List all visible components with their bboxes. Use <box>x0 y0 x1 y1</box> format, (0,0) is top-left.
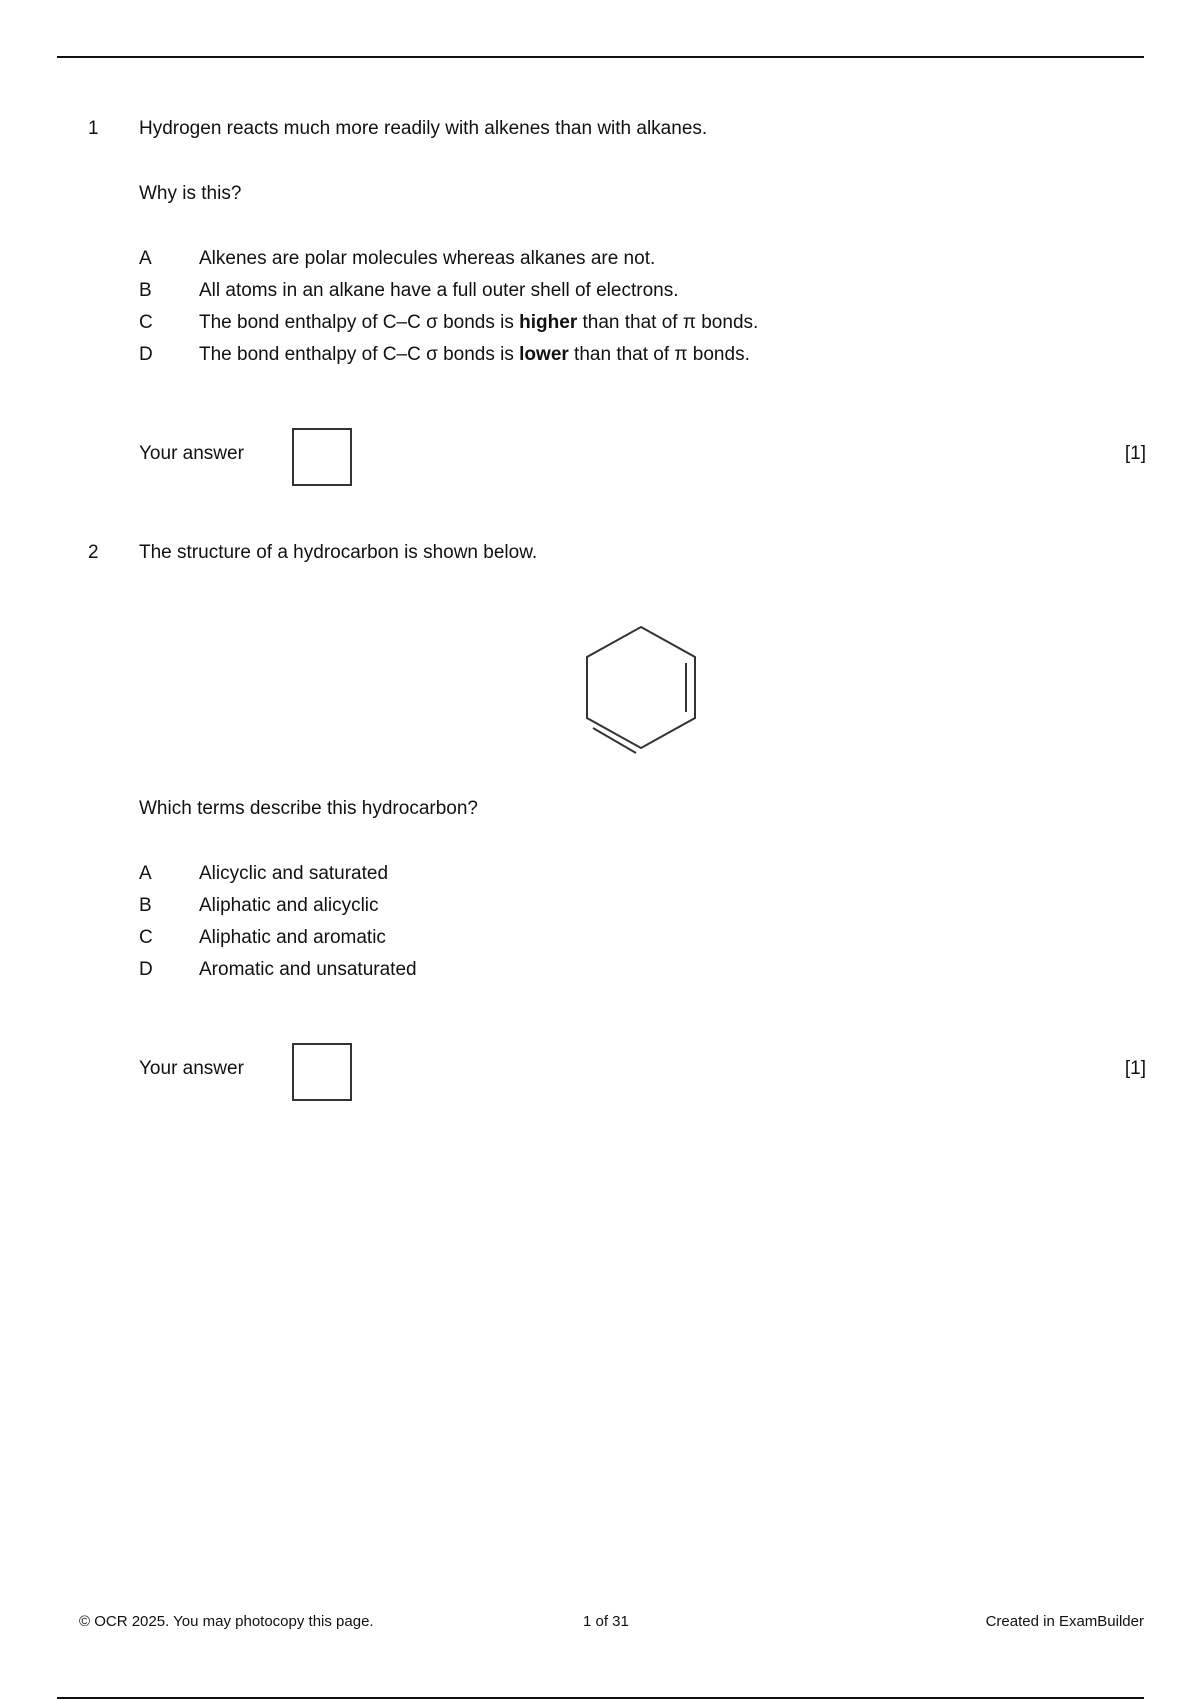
option-text: Aliphatic and aromatic <box>199 927 386 948</box>
option-text: Aliphatic and alicyclic <box>199 895 379 916</box>
option-letter: C <box>139 927 153 948</box>
question-stem: The structure of a hydrocarbon is shown below. <box>139 542 538 563</box>
bottom-rule <box>57 1697 1144 1699</box>
option-letter: C <box>139 312 153 333</box>
option-letter: A <box>139 248 152 269</box>
option-text: Aromatic and unsaturated <box>199 959 417 980</box>
option-text: All atoms in an alkane have a full outer shell of electrons. <box>199 280 679 301</box>
marks-label: [1] <box>1124 1058 1146 1079</box>
footer-page-number: 1 of 31 <box>583 1613 629 1630</box>
option-letter: B <box>139 895 152 916</box>
option-text: Alicyclic and saturated <box>199 863 389 884</box>
option-text: The bond enthalpy of C–C σ bonds is lower than that of π bonds. <box>199 344 750 365</box>
answer-box[interactable] <box>292 1043 352 1101</box>
marks-label: [1] <box>1124 443 1146 464</box>
footer-copyright: © OCR 2025. You may photocopy this page. <box>79 1613 374 1630</box>
footer-credit: Created in ExamBuilder <box>985 1613 1144 1630</box>
option-text: The bond enthalpy of C–C σ bonds is higher than that of π bonds. <box>199 312 759 333</box>
option-letter: D <box>139 344 153 365</box>
question-prompt: Why is this? <box>139 183 242 204</box>
question-prompt: Which terms describe this hydrocarbon? <box>139 798 478 819</box>
option-letter: A <box>139 863 152 884</box>
answer-label: Your answer <box>139 443 244 464</box>
question-number: 2 <box>88 542 99 563</box>
option-letter: B <box>139 280 152 301</box>
answer-box[interactable] <box>292 428 352 486</box>
emphasis-text: higher <box>519 312 578 333</box>
top-rule <box>57 56 1144 58</box>
question-stem: Hydrogen reacts much more readily with alkenes than with alkanes. <box>139 118 708 139</box>
option-letter: D <box>139 959 153 980</box>
option-text: Alkenes are polar molecules whereas alkanes are not. <box>199 248 656 269</box>
answer-label: Your answer <box>139 1058 244 1079</box>
question-number: 1 <box>88 118 99 139</box>
emphasis-text: lower <box>519 344 569 365</box>
cyclohexene-skeletal-structure-icon <box>580 620 700 755</box>
